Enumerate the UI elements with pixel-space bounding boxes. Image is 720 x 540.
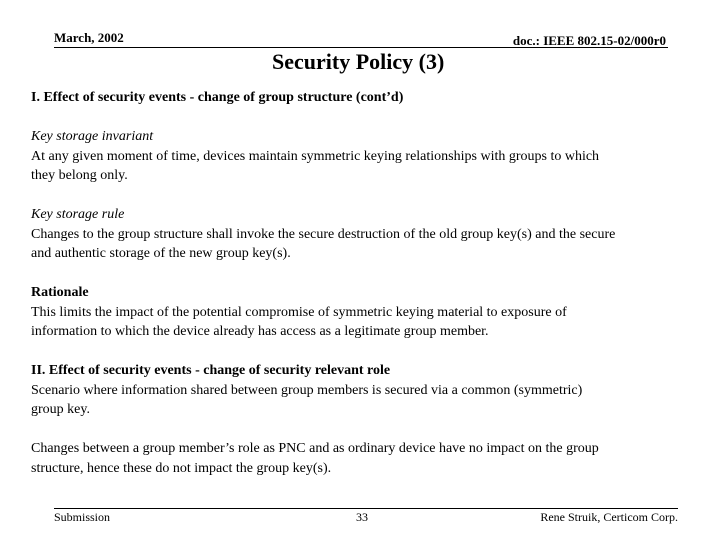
spacer (31, 342, 703, 362)
changes-line-2: structure, hence these do not impact the group key(s). (31, 460, 332, 476)
rationale-title: Rationale (31, 285, 89, 300)
section2-heading: II. Effect of security events - change of security relevant role (31, 363, 391, 378)
spacer (31, 264, 703, 284)
footer-submission: Submission (54, 510, 111, 524)
section1-heading: I. Effect of security events - change of group structure (cont’d) (31, 90, 404, 105)
changes-line-1: Changes between a group member’s role as PNC and as ordinary device have no impact on the group (31, 441, 599, 456)
rule-line-2: and authentic storage of the new group key(s). (31, 246, 291, 261)
header-date: March, 2002 (54, 30, 124, 45)
slide-title: Security Policy (3) (272, 49, 445, 74)
footer-rule (54, 508, 678, 509)
scenario-line-2: group key. (31, 402, 90, 417)
rule-line-1: Changes to the group structure shall invoke the secure destruction of the old group key(s) and the secure (31, 226, 616, 242)
footer-author: Rene Struik, Certicom Corp. (540, 510, 678, 524)
scenario-line-1: Scenario where information shared between group members is secured via a common (symmetric) (31, 382, 583, 398)
spacer (31, 186, 703, 206)
header-rule (54, 47, 668, 48)
invariant-line-1: At any given moment of time, devices maintain symmetric keying relationships with groups to which (31, 148, 600, 164)
invariant-line-2: they belong only. (31, 168, 128, 183)
rationale-line-2: information to which the device already has access as a legitimate group member. (31, 324, 489, 339)
spacer (31, 108, 703, 128)
rationale-line-1: This limits the impact of the potential compromise of symmetric keying material to exposure of (31, 304, 567, 320)
slide-body (31, 88, 703, 478)
invariant-title: Key storage invariant (31, 129, 154, 144)
spacer (31, 420, 703, 440)
footer-page-number: 33 (356, 510, 368, 524)
rule-title: Key storage rule (31, 207, 125, 222)
header-doc-id: doc.: IEEE 802.15-02/000r0 (512, 33, 666, 48)
